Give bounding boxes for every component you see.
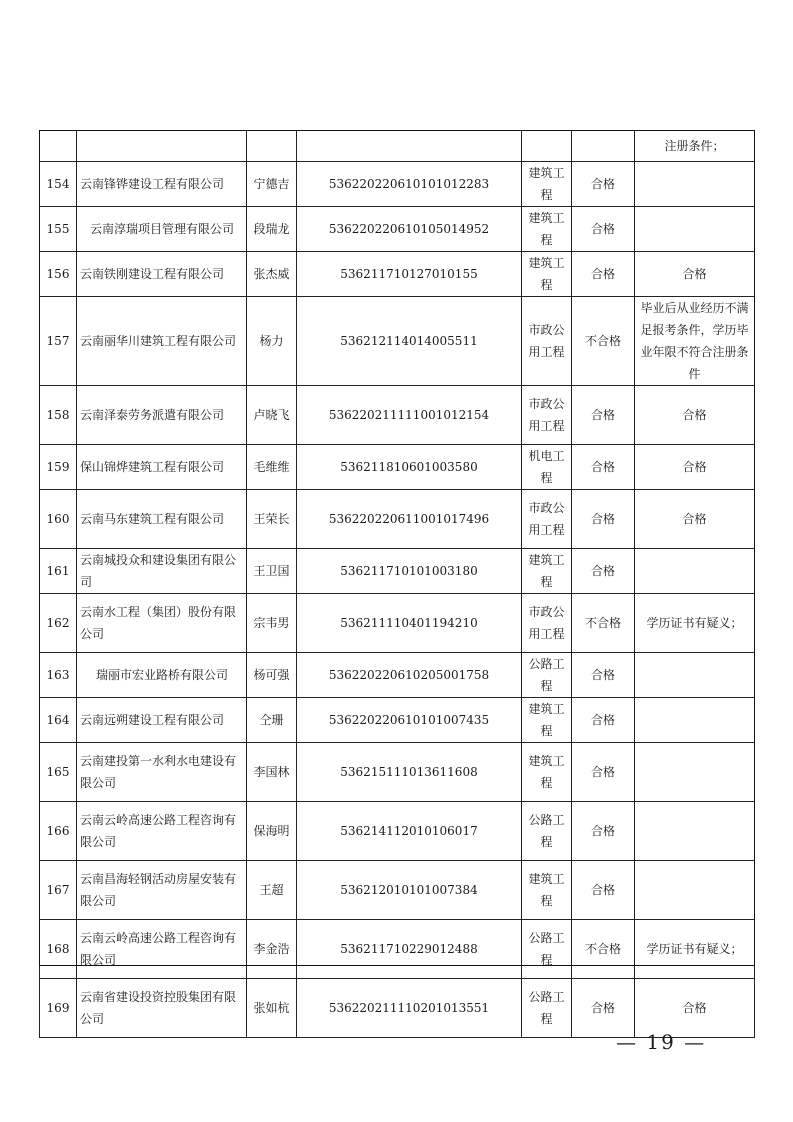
- cell-cert: 536220220610101012283: [297, 162, 522, 207]
- cell-major: 建筑工程: [522, 207, 572, 252]
- cell-name: 保海明: [247, 802, 297, 861]
- cell-no: [40, 131, 77, 162]
- cell-result: 不合格: [572, 920, 635, 979]
- cell-cert: 536212010101007384: [297, 861, 522, 920]
- cell-major: 市政公用工程: [522, 297, 572, 386]
- cell-result: 合格: [572, 653, 635, 698]
- cell-no: 165: [40, 743, 77, 802]
- cell-major: 机电工程: [522, 445, 572, 490]
- cell-company: 云南泽泰劳务派遣有限公司: [77, 386, 247, 445]
- cell-result: 不合格: [572, 594, 635, 653]
- cell-company: [77, 131, 247, 162]
- cell-cert: 536211710229012488: [297, 920, 522, 979]
- cell-company: 云南丽华川建筑工程有限公司: [77, 297, 247, 386]
- cell-no: 166: [40, 802, 77, 861]
- cell-name: 张杰威: [247, 252, 297, 297]
- continued-row: [40, 131, 755, 162]
- cell-remark: 学历证书有疑义；: [635, 594, 755, 653]
- cell-remark: 合格: [635, 386, 755, 445]
- cell-name: 王超: [247, 861, 297, 920]
- cell-no: 159: [40, 445, 77, 490]
- cell-remark: [635, 207, 755, 252]
- cell-name: 仝珊: [247, 698, 297, 743]
- cell-company: 云南远朔建设工程有限公司: [77, 698, 247, 743]
- cell-company: 云南锋铧建设工程有限公司: [77, 162, 247, 207]
- cell-name: 段瑞龙: [247, 207, 297, 252]
- cell-cert: 536220211110201013551: [297, 979, 522, 1038]
- cell-no: 158: [40, 386, 77, 445]
- table-row: [40, 653, 755, 698]
- cell-major: 公路工程: [522, 920, 572, 979]
- cell-cert: 536220220610205001758: [297, 653, 522, 698]
- cell-major: 建筑工程: [522, 861, 572, 920]
- cell-no: 168: [40, 920, 77, 979]
- cell-name: 宗韦男: [247, 594, 297, 653]
- cell-name: 宁德吉: [247, 162, 297, 207]
- cell-cert: 536212114014005511: [297, 297, 522, 386]
- cell-name: 李金浩: [247, 920, 297, 979]
- cell-name: 王卫国: [247, 549, 297, 594]
- cell-result: 合格: [572, 445, 635, 490]
- cell-remark: [635, 549, 755, 594]
- cell-cert: 536211710101003180: [297, 549, 522, 594]
- cell-remark: 注册条件；: [635, 131, 755, 162]
- cell-company: 云南水工程（集团）股份有限公司: [77, 594, 247, 653]
- cell-company: 云南建投第一水利水电建设有限公司: [77, 743, 247, 802]
- cell-result: 合格: [572, 743, 635, 802]
- cell-name: 张如杭: [247, 979, 297, 1038]
- cell-company: 瑞丽市宏业路桥有限公司: [77, 653, 247, 698]
- cell-major: 公路工程: [522, 979, 572, 1038]
- cell-result: 合格: [572, 549, 635, 594]
- cell-remark: [635, 653, 755, 698]
- cell-no: 154: [40, 162, 77, 207]
- cell-remark: 毕业后从业经历不满足报考条件，学历毕业年限不符合注册条件: [635, 297, 755, 386]
- cell-no: 160: [40, 490, 77, 549]
- cell-company: 云南昌海轻钢活动房屋安装有限公司: [77, 861, 247, 920]
- cell-no: 157: [40, 297, 77, 386]
- cell-remark: [635, 802, 755, 861]
- cell-major: [522, 131, 572, 162]
- cell-company: 云南云岭高速公路工程咨询有限公司: [77, 920, 247, 979]
- table-row: [40, 297, 755, 386]
- cell-result: 合格: [572, 802, 635, 861]
- cell-name: 卢晓飞: [247, 386, 297, 445]
- cell-result: 合格: [572, 490, 635, 549]
- table-row: [40, 162, 755, 207]
- results-sheet: [39, 130, 755, 1038]
- cell-no: 169: [40, 979, 77, 1038]
- cell-no: 167: [40, 861, 77, 920]
- cell-name: 杨可强: [247, 653, 297, 698]
- cell-result: 合格: [572, 162, 635, 207]
- results-table: [39, 130, 755, 1038]
- cell-cert: 536215111013611608: [297, 743, 522, 802]
- table-row: [40, 979, 755, 1038]
- cell-major: 公路工程: [522, 802, 572, 861]
- cell-cert: 536214112010106017: [297, 802, 522, 861]
- table-row: [40, 549, 755, 594]
- cell-major: 建筑工程: [522, 252, 572, 297]
- cell-no: 155: [40, 207, 77, 252]
- cell-remark: 学历证书有疑义；: [635, 920, 755, 979]
- cell-cert: 536211810601003580: [297, 445, 522, 490]
- cell-result: 合格: [572, 979, 635, 1038]
- cell-cert: 536211110401194210: [297, 594, 522, 653]
- cell-company: 云南铁刚建设工程有限公司: [77, 252, 247, 297]
- cell-result: 合格: [572, 252, 635, 297]
- cell-company: 云南省建设投资控股集团有限公司: [77, 979, 247, 1038]
- cell-company: 云南马东建筑工程有限公司: [77, 490, 247, 549]
- cell-no: 156: [40, 252, 77, 297]
- cell-name: 杨力: [247, 297, 297, 386]
- table-row: [40, 594, 755, 653]
- cell-name: 毛维维: [247, 445, 297, 490]
- table-row: [40, 920, 755, 979]
- cell-company: 云南淳瑞项目管理有限公司: [77, 207, 247, 252]
- cell-major: 建筑工程: [522, 549, 572, 594]
- cell-major: 建筑工程: [522, 743, 572, 802]
- table-row: [40, 386, 755, 445]
- cell-cert: 536211710127010155: [297, 252, 522, 297]
- cell-result: 不合格: [572, 297, 635, 386]
- table-row: [40, 698, 755, 743]
- cell-cert: 536220220611001017496: [297, 490, 522, 549]
- cell-name: 李国林: [247, 743, 297, 802]
- cell-company: 保山锦烨建筑工程有限公司: [77, 445, 247, 490]
- cell-cert: 536220211111001012154: [297, 386, 522, 445]
- cell-major: 建筑工程: [522, 698, 572, 743]
- cell-cert: 536220220610101007435: [297, 698, 522, 743]
- cell-remark: 合格: [635, 252, 755, 297]
- cell-cert: [297, 131, 522, 162]
- table-row: [40, 252, 755, 297]
- cell-name: [247, 131, 297, 162]
- cell-remark: 合格: [635, 979, 755, 1038]
- cell-no: 161: [40, 549, 77, 594]
- table-row: [40, 861, 755, 920]
- cell-result: 合格: [572, 698, 635, 743]
- cell-result: 合格: [572, 386, 635, 445]
- cell-company: 云南云岭高速公路工程咨询有限公司: [77, 802, 247, 861]
- cell-remark: [635, 698, 755, 743]
- cell-no: 163: [40, 653, 77, 698]
- cell-major: 市政公用工程: [522, 490, 572, 549]
- table-row: [40, 445, 755, 490]
- cell-major: 市政公用工程: [522, 386, 572, 445]
- table-row: [40, 802, 755, 861]
- cell-major: 公路工程: [522, 653, 572, 698]
- cell-cert: 536220220610105014952: [297, 207, 522, 252]
- cell-no: 164: [40, 698, 77, 743]
- table-row: [40, 743, 755, 802]
- cell-company: 云南城投众和建设集团有限公司: [77, 549, 247, 594]
- cell-result: 合格: [572, 207, 635, 252]
- cell-major: 建筑工程: [522, 162, 572, 207]
- cell-major: 市政公用工程: [522, 594, 572, 653]
- table-row: [40, 207, 755, 252]
- cell-remark: [635, 162, 755, 207]
- cell-remark: [635, 861, 755, 920]
- cell-remark: 合格: [635, 445, 755, 490]
- cell-result: [572, 131, 635, 162]
- cell-remark: [635, 743, 755, 802]
- cell-name: 王荣长: [247, 490, 297, 549]
- cell-remark: 合格: [635, 490, 755, 549]
- cell-result: 合格: [572, 861, 635, 920]
- cell-no: 162: [40, 594, 77, 653]
- table-row: [40, 490, 755, 549]
- page-number: — 19 —: [616, 1030, 707, 1054]
